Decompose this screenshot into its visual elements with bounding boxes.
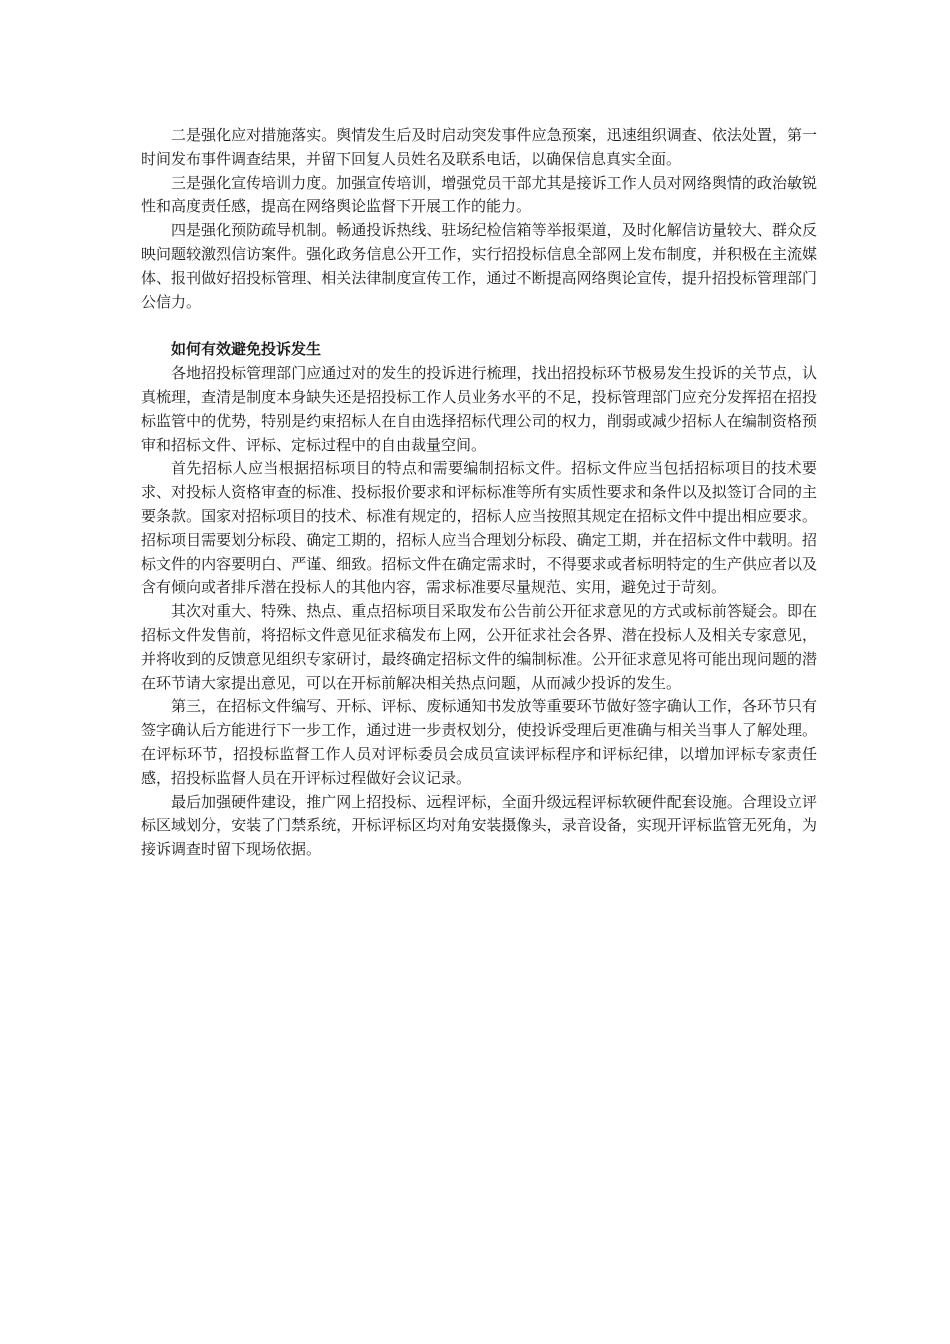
paragraph-measure-four: 四是强化预防疏导机制。畅通投诉热线、驻场纪检信箱等举报渠道，及时化解信访量较大、群众反映问题较激烈信访案件。强化政务信息公开工作，实行招投标信息全部网上发布制度，并积极在主流媒体、报刊做好招投标管理、相关法律制度宣传工作，通过不断提高网络舆论宣传，提升招投标管理部门公信力。 <box>141 221 817 311</box>
paragraph-measure-three: 三是强化宣传培训力度。加强宣传培训，增强党员干部尤其是接诉工作人员对网络舆情的政治敏锐性和高度责任感，提高在网络舆论监督下开展工作的能力。 <box>141 173 817 216</box>
paragraph-last: 最后加强硬件建设，推广网上招投标、远程评标，全面升级远程评标软硬件配套设施。合理设立评标区域划分，安装了门禁系统，开标评标区均对角安装摄像头，录音设备，实现开评标监管无死角，为接诉调查时留下现场依据。 <box>141 792 817 859</box>
paragraph-first: 首先招标人应当根据招标项目的特点和需要编制招标文件。招标文件应当包括招标项目的技术要求、对投标人资格审查的标准、投标报价要求和评标标准等所有实质性要求和条件以及拟签订合同的主要条款。国家对招标项目的技术、标准有规定的，招标人应当按照其规定在招标文件中提出相应要求。招标项目需要划分标段、确定工期的，招标人应当合理划分标段、确定工期，并在招标文件中载明。招标文件的内容要明白、严谨、细致。招标文件在确定需求时，不得要求或者标明特定的生产供应者以及含有倾向或者排斥潜在投标人的其他内容，需求标准要尽量规范、实用，避免过于苛刻。 <box>141 459 817 597</box>
paragraph-second: 其次对重大、特殊、热点、重点招标项目采取发布公告前公开征求意见的方式或标前答疑会。即在招标文件发售前，将招标文件意见征求稿发布上网，公开征求社会各界、潜在投标人及相关专家意见，并将收到的反馈意见组织专家研讨，最终确定招标文件的编制标准。公开征求意见将可能出现问题的潜在环节请大家提出意见，可以在开标前解决相关热点问题，从而减少投诉的发生。 <box>141 602 817 692</box>
paragraph-intro: 各地招投标管理部门应通过对的发生的投诉进行梳理，找出招投标环节极易发生投诉的关节点，认真梳理，查清是制度本身缺失还是招投标工作人员业务水平的不足，投标管理部门应充分发挥招在招投标监管中的优势，特别是约束招标人在自由选择招标代理公司的权力，削弱或减少招标人在编制资格预审和招标文件、评标、定标过程中的自由裁量空间。 <box>141 364 817 454</box>
document-page <box>141 124 817 862</box>
section-heading: 如何有效避免投诉发生 <box>171 340 322 359</box>
paragraph-third: 第三，在招标文件编写、开标、评标、废标通知书发放等重要环节做好签字确认工作，各环节只有签字确认后方能进行下一步工作，通过进一步责权划分，使投诉受理后更准确与相关当事人了解处理。在评标环节，招投标监督工作人员对评标委员会成员宣读评标程序和评标纪律，以增加评标专家责任感，招投标监督人员在开评标过程做好会议记录。 <box>141 697 817 787</box>
section-spacer <box>141 314 817 338</box>
paragraph-measure-two: 二是强化应对措施落实。舆情发生后及时启动突发事件应急预案，迅速组织调查、依法处置，第一时间发布事件调查结果，并留下回复人员姓名及联系电话，以确保信息真实全面。 <box>141 126 817 168</box>
